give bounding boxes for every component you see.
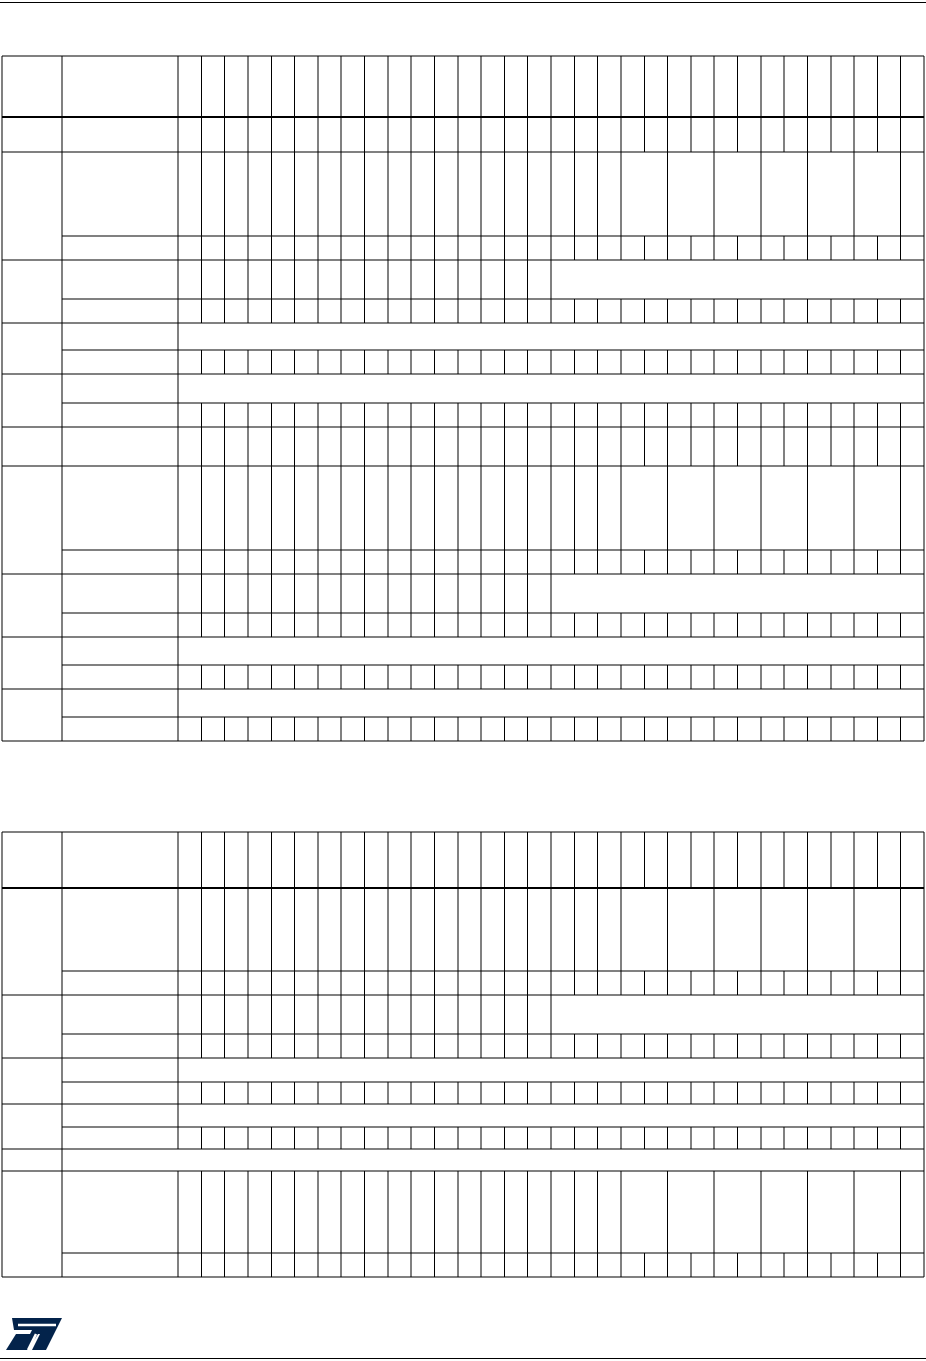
footer-rule <box>0 1358 926 1359</box>
st-logo-icon <box>4 1316 66 1352</box>
